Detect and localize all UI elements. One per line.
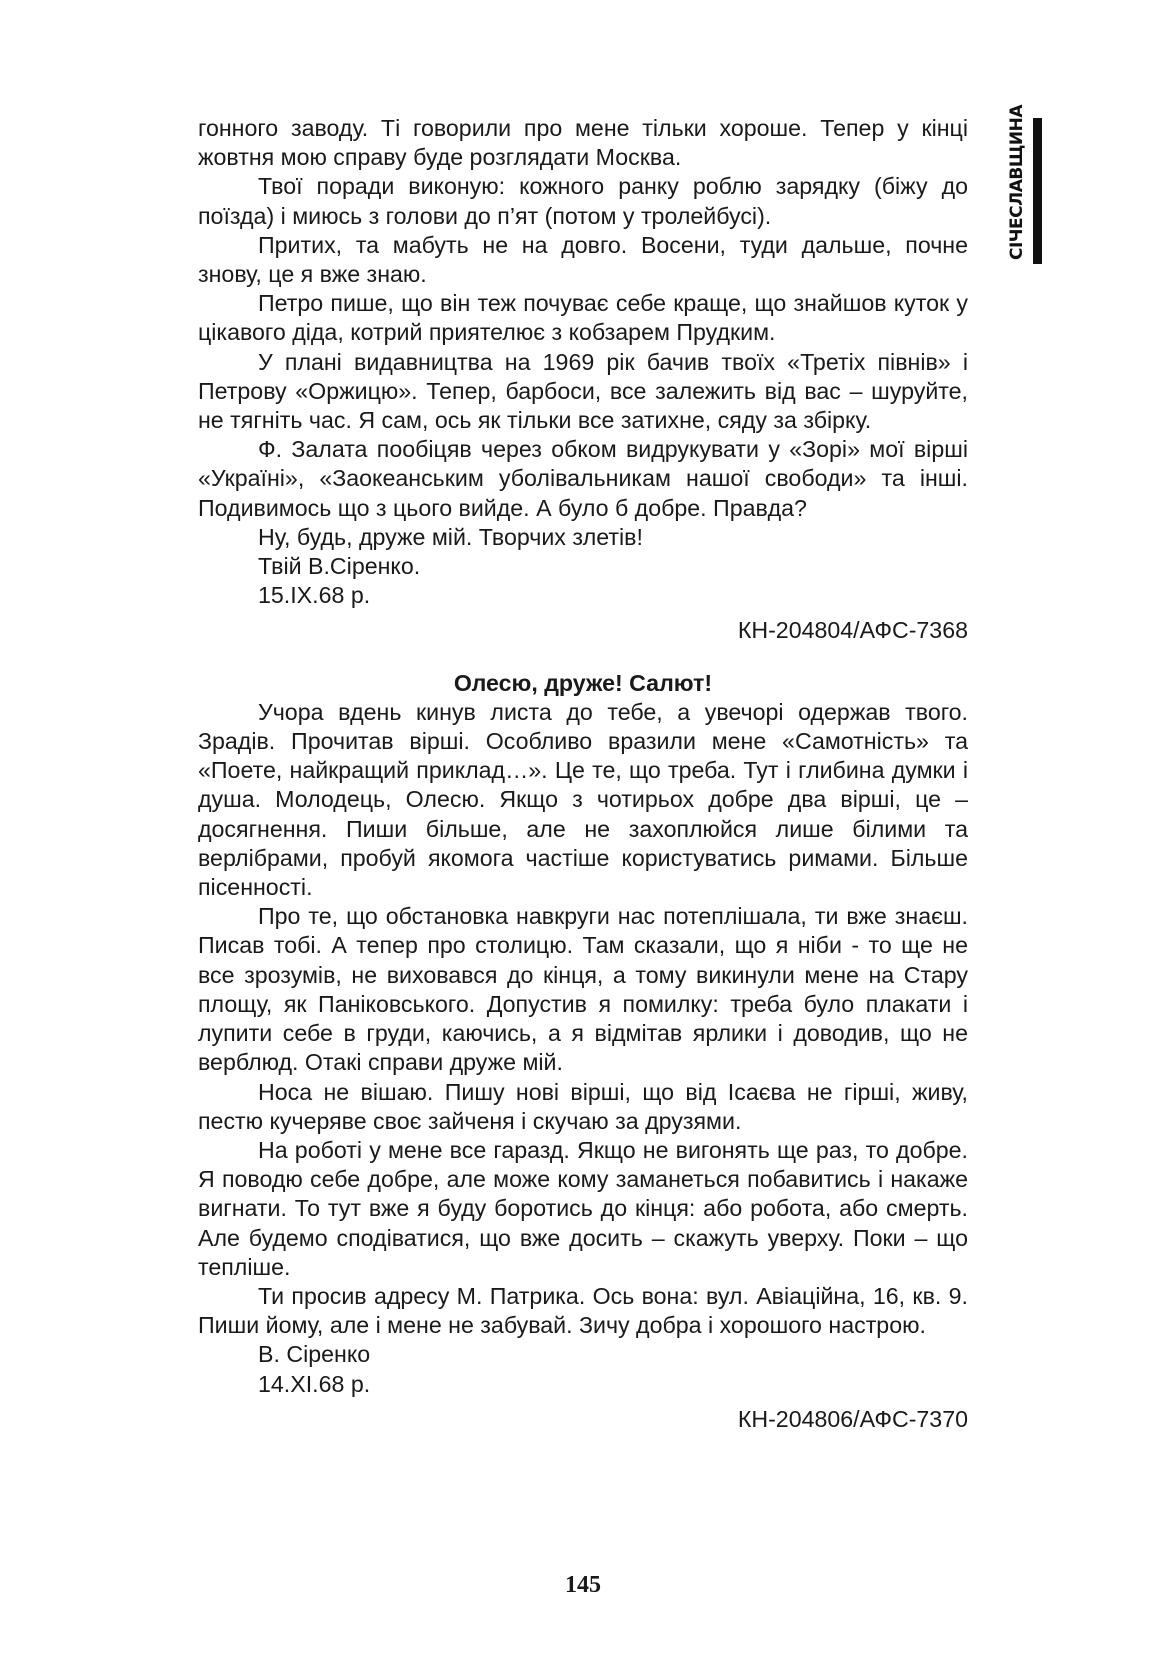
letter2-paragraph-2: Про те, що обстановка навкруги нас потеплішала, ти вже знаєш. Писав тобі. А тепер про столицю. Там сказали, що я ніби - то ще не все зрозумів, не виховався до кінця, а тому викинули мене на Стару площу, як Паніковського. Допустив я помилку: треба було плакати і лупити себе в груди, каючись, а я відмітав ярлики і доводив, що не верблюд. Отакі справи друже мій. (198, 903, 968, 1076)
letter2-paragraph-1: Учора вдень кинув листа до тебе, а увечорі одержав твого. Зрадів. Прочитав вірші. Особливо вразили мене «Самотність» та «Поете, найкращий приклад…». Це те, що треба. Тут і глибина думки і душа. Молодець, Олесю. Якщо з чотирьох добре два вірші, це – досягнення. Пиши більше, але не захоплюйся лише білими та верлібрами, пробуй якомога частіше користуватись римами. Більше пісенності. (198, 698, 968, 901)
letter2-paragraph-4: На роботі у мене все гаразд. Якщо не вигонять ще раз, то добре. Я поводю себе добре, але може кому заманеться побавитись і накаже вигнати. То тут вже я буду боротись до кінця: або робота, або смерть. Але будемо сподіватися, що вже досить – скажуть уверху. Поки – що тепліше. (198, 1136, 968, 1280)
page-text (198, 114, 968, 1434)
letter1-signature: Твій В.Сіренко. (258, 553, 421, 580)
side-logo-text: СІЧЕСЛАВЩИНА (1007, 104, 1027, 260)
letter2-signature: В. Сіренко (258, 1341, 371, 1368)
side-logo-bar (1033, 118, 1042, 264)
letter1-paragraph-3: Притих, та мабуть не на довго. Восени, туди дальше, почне знову, це я вже знаю. (198, 231, 968, 288)
letter1-paragraph-5: У плані видавництва на 1969 рік бачив твоїх «Третіх півнів» і Петрову «Оржицю». Тепер, барбоси, все залежить від вас – шуруйте, не тягніть час. Я сам, ось як тільки все затихне, сяду за збірку. (198, 348, 968, 434)
page-number: 145 (565, 1572, 601, 1598)
letter1-archive-ref: КН-204804/АФС-7368 (737, 617, 968, 644)
letter1-paragraph-2: Твої поради виконую: кожного ранку роблю зарядку (біжу до поїзда) і миюсь з голови до п’ят (потом у тролейбусі). (198, 173, 968, 229)
letter1-paragraph-4: Петро пише, що він теж почуває себе краще, що знайшов куток у цікавого діда, котрий приятелює з кобзарем Прудким. (198, 290, 968, 346)
letter2-heading: Олесю, друже! Салют! (453, 669, 713, 696)
letter2-paragraph-3: Носа не вішаю. Пишу нові вірші, що від Ісаєва не гірші, живу, пестю кучеряве своє зайченя і скучаю за друзями. (198, 1078, 968, 1134)
letter2-paragraph-5: Ти просив адресу М. Патрика. Ось вона: вул. Авіаційна, 16, кв. 9. Пиши йому, але і мене не забувай. Зичу добра і хорошого настрою. (198, 1282, 968, 1339)
side-logo (1004, 104, 1042, 264)
letter1-paragraph-1: гонного заводу. Ті говорили про мене тільки хороше. Тепер у кінці жовтня мою справу буде розглядати Москва. (198, 115, 968, 171)
letter2-date: 14.XI.68 р. (258, 1370, 371, 1397)
letter2-archive-ref: КН-204806/АФС-7370 (737, 1405, 968, 1432)
letter1-paragraph-6: Ф. Залата пообіцяв через обком видрукувати у «Зорі» мої вірші «Україні», «Заокеанським уболівальникам нашої свободи» та інші. Подивимось що з цього вийде. А було б добре. Правда? (198, 436, 968, 521)
letter1-date: 15.IX.68 р. (258, 582, 371, 609)
letter1-paragraph-7: Ну, будь, друже мій. Творчих злетів! (258, 523, 643, 550)
